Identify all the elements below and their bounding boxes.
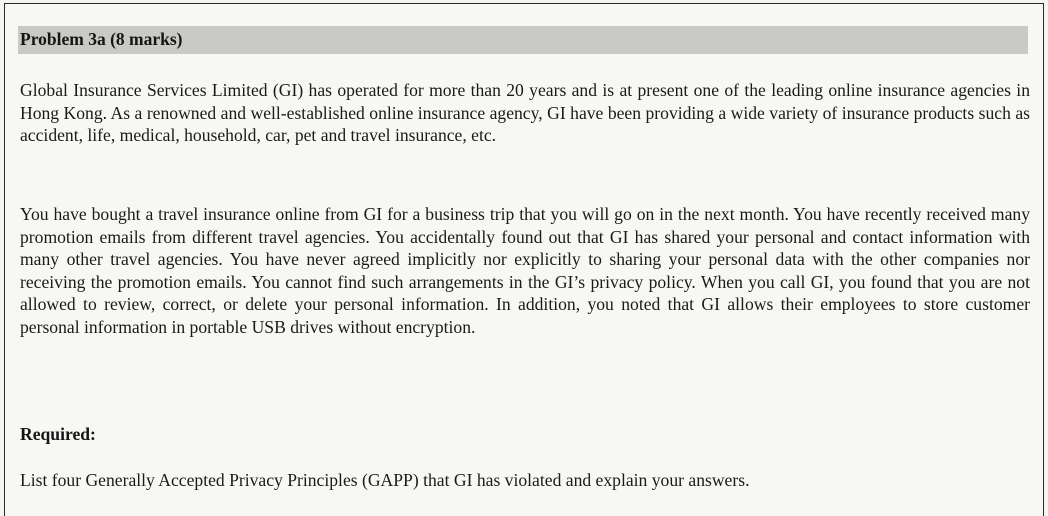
scenario-paragraph-1: Global Insurance Services Limited (GI) has operated for more than 20 years and is at present one of the leading online insurance agencies in Hong Kong. As a renowned and well-established online insurance agency, GI have been providing a wide variety of insurance products such as accident, life, medical, household, car, pet and travel insurance, etc. (20, 80, 1030, 146)
problem-title: Problem 3a (8 marks) (20, 29, 183, 49)
task-instruction: List four Generally Accepted Privacy Principles (GAPP) that GI has violated and explain your answers. (20, 470, 750, 490)
scenario-paragraph-2: You have bought a travel insurance online from GI for a business trip that you will go on in the next month. You have recently received many promotion emails from different travel agencies. You accidentally found out that GI has shared your personal and contact information with many other travel agencies. You have never agreed implicitly nor explicitly to sharing your personal data with the other companies nor receiving the promotion emails. You cannot find such arrangements in the GI’s privacy policy. When you call GI, you found that you are not allowed to review, correct, or delete your personal information. In addition, you noted that GI allows their employees to store customer personal information in portable USB drives without encryption. (20, 204, 1030, 337)
required-label: Required: (20, 424, 96, 444)
